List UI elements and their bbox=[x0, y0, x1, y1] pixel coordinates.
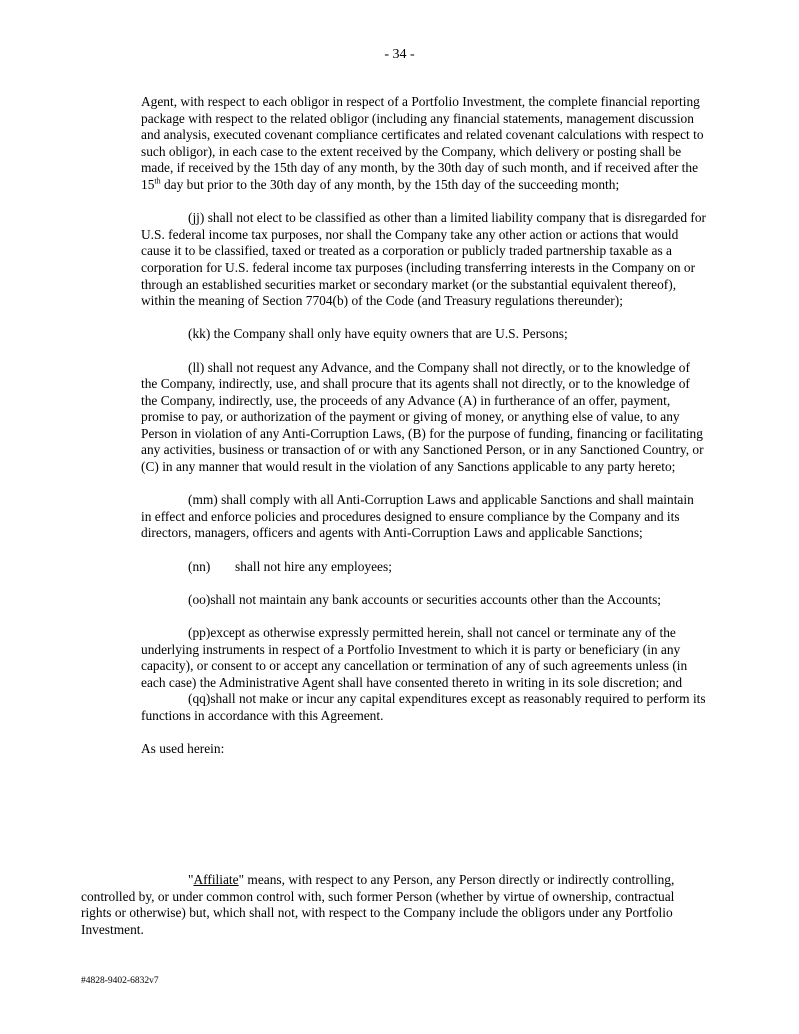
page-number: - 34 - bbox=[384, 47, 415, 62]
paragraph-oo-tag: (oo) bbox=[188, 591, 211, 607]
defined-term: Affiliate bbox=[193, 872, 239, 887]
paragraph-continued-text: Agent, with respect to each obligor in respect of a Portfolio Investment, the complete financial reporting package with respect to the related obligor (including any financial statements, management discussion and analysis, executed covenant compliance certificates and related covenant calculations with respect to such obligor), in each case to the extent received by the Company, which delivery or posting shall be made, if received by the 15th day of any month, by the 30th day of such month, and if received after the 15 bbox=[141, 94, 704, 192]
definition-text: means, with respect to any Person, any Person directly or indirectly controlling, controlled by, or under common control with, such former Person (whether by virtue of ownership, contractual rights or otherwise) but, which shall not, with respect to the Company include the obligors under any Portfolio Investment. bbox=[81, 872, 675, 937]
paragraph-nn bbox=[141, 559, 706, 576]
paragraph-continued-tail: day but prior to the 30th day of any month, by the 15th day of the succeeding month; bbox=[160, 176, 620, 192]
definition-close-quote: " bbox=[238, 872, 245, 887]
paragraph-oo bbox=[141, 592, 706, 609]
document-body bbox=[141, 94, 706, 774]
paragraph-pp-text: except as otherwise expressly permitted herein, shall not cancel or terminate any of the underlying instruments in respect of a Portfolio Investment to which it is party or beneficiary (in any capacity), or consent to or accept any cancellation or termination of any of such agreements unless (in each case) the Administrative Agent shall have consented thereto in writing in its sole discretion; and bbox=[141, 625, 688, 690]
paragraph-oo-text: shall not maintain any bank accounts or securities accounts other than the Accounts; bbox=[210, 591, 662, 607]
paragraph-qq-tag: (qq) bbox=[188, 691, 211, 707]
paragraph-pp-tag: (pp) bbox=[188, 625, 211, 640]
paragraph-mm: (mm) shall comply with all Anti-Corruption Laws and applicable Sanctions and shall maintain in effect and enforce policies and procedures designed to ensure compliance by the Company and its directors, managers, officers and agents with Anti-Corruption Laws and applicable Sanctions; bbox=[141, 492, 694, 541]
document-id-footer: #4828-9402-6832v7 bbox=[81, 976, 159, 986]
paragraph-nn-tag: (nn) bbox=[188, 558, 211, 574]
paragraph-used-herein: As used herein: bbox=[141, 741, 225, 757]
definition-affiliate bbox=[81, 872, 706, 938]
definition-open-quote: " bbox=[188, 872, 194, 887]
paragraph-jj: (jj) shall not elect to be classified as other than a limited liability company that is disregarded for U.S. federal income tax purposes, nor shall the Company take any other action or actions that would cause it to be classified, taxed or treated as a corporation or publicly traded partnership taxable as a corporation for U.S. federal income tax purposes (including transferring interests in the Company on or through an established securities market or secondary market (or the substantial equivalent thereof), within the meaning of Section 7704(b) of the Code (and Treasury regulations thereunder); bbox=[141, 210, 706, 309]
paragraph-pp bbox=[141, 625, 706, 691]
ordinal-superscript: th bbox=[154, 176, 161, 186]
paragraph-ll: (ll) shall not request any Advance, and the Company shall not directly, or to the knowledge of the Company, indirectly, use, and shall procure that its agents shall not directly, or to the knowledge of the Company, indirectly, use, the proceeds of any Advance (A) in furtherance of an offer, payment, promise to pay, or authorization of the payment or giving of money, or anything else of value, to any Person in violation of any Anti-Corruption Laws, (B) for the purpose of funding, financing or facilitating any activities, business or transaction of or with any Sanctioned Person, or in any Sanctioned Country, or (C) in any manner that would result in the violation of any Sanctions applicable to any party hereto; bbox=[141, 359, 704, 475]
paragraph-qq bbox=[141, 691, 706, 724]
paragraph-kk: (kk) the Company shall only have equity owners that are U.S. Persons; bbox=[188, 326, 568, 342]
paragraph-qq-text: shall not make or incur any capital expenditures except as reasonably required to perform its functions in accordance with this Agreement. bbox=[141, 691, 706, 723]
paragraph-nn-text: shall not hire any employees; bbox=[235, 558, 392, 574]
paragraph-continued bbox=[141, 94, 706, 194]
